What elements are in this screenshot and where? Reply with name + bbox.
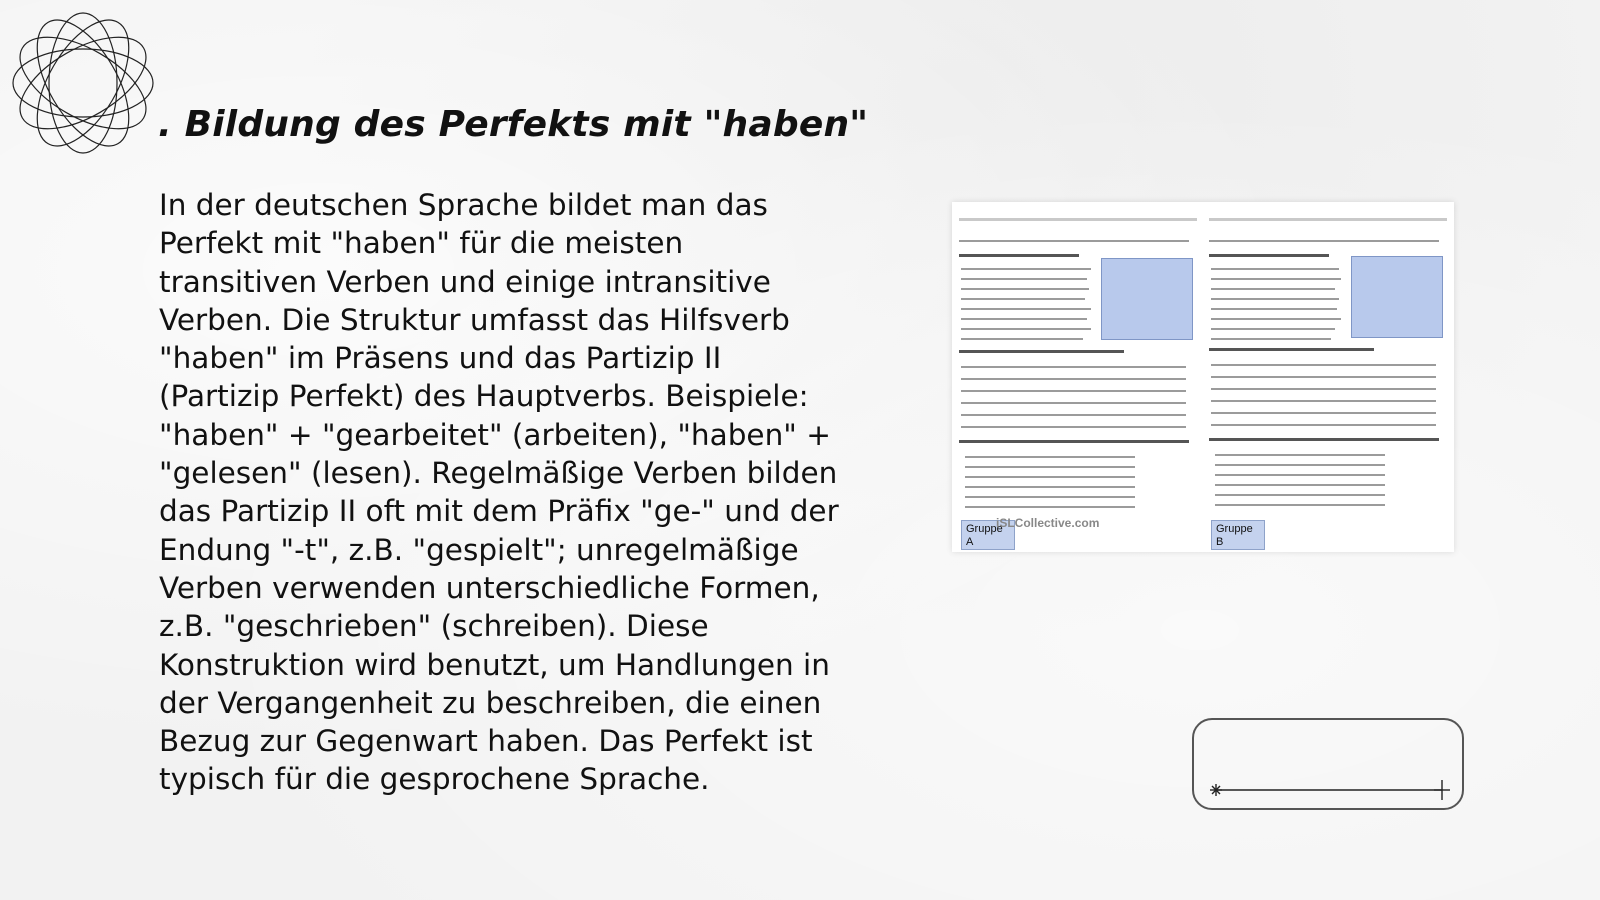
worksheet-line xyxy=(1209,240,1439,242)
worksheet-line xyxy=(1211,338,1331,340)
worksheet-watermark: iSLCollective.com xyxy=(996,516,1100,530)
worksheet-section-heading xyxy=(959,440,1189,443)
worksheet-line xyxy=(965,506,1135,508)
slider-line-icon xyxy=(1194,720,1466,812)
worksheet-line xyxy=(1211,288,1335,290)
worksheet-line xyxy=(961,390,1186,392)
worksheet-line xyxy=(1211,278,1341,280)
slide-body-text: In der deutschen Sprache bildet man das Perfekt mit "haben" für die meisten transitiven Verben und einige intransitive Verben. Die Struktur umfasst das Hilfsverb "haben" im Präsens und das Partizip II (Partizip Perfekt) des Hauptverbs. Beispiele: "haben" + "gearbeitet" (arbeiten), "haben" + "gelesen" (lesen). Regelmäßige Verben bilden das Partizip II oft mit dem Präfix "ge-" und der Endung "-t", z.B. "gespielt"; unregelmäßige Verben verwenden unterschiedliche Formen, z.B. "geschrieben" (schreiben). Diese Konstruktion wird benutzt, um Handlungen in der Vergangenheit zu beschreiben, die einen Bezug zur Gegenwart haben. Das Perfekt ist typisch für die gesprochene Sprache. xyxy=(159,188,839,797)
worksheet-line xyxy=(1215,454,1385,456)
worksheet-line xyxy=(1211,400,1436,402)
worksheet-line xyxy=(961,402,1186,404)
worksheet-line xyxy=(1215,484,1385,486)
sparkle-icon xyxy=(1210,784,1222,796)
worksheet-line xyxy=(965,466,1135,468)
worksheet-section-heading xyxy=(1209,438,1439,441)
worksheet-section-heading xyxy=(1209,254,1329,257)
worksheet-line xyxy=(961,414,1186,416)
worksheet-section-heading xyxy=(959,254,1079,257)
worksheet-line xyxy=(1215,464,1385,466)
worksheet-table-box xyxy=(1101,258,1193,340)
worksheet-line xyxy=(1211,364,1436,366)
worksheet-line xyxy=(1211,388,1436,390)
worksheet-line xyxy=(961,328,1091,330)
worksheet-page-b xyxy=(1205,202,1450,552)
worksheet-line xyxy=(1211,424,1436,426)
worksheet-line xyxy=(1215,474,1385,476)
worksheet-line xyxy=(1211,268,1339,270)
worksheet-section-heading xyxy=(1209,348,1374,351)
worksheet-line xyxy=(961,338,1083,340)
cross-icon xyxy=(1434,780,1450,800)
worksheet-header-line xyxy=(1209,218,1447,221)
worksheet-line xyxy=(1215,504,1385,506)
worksheet-image xyxy=(952,202,1454,552)
worksheet-section-heading xyxy=(959,350,1124,353)
worksheet-page-a xyxy=(955,202,1200,552)
decorative-slider-box xyxy=(1192,718,1464,810)
worksheet-group-a-label: Gruppe A xyxy=(961,520,1015,550)
worksheet-line xyxy=(961,378,1186,380)
worksheet-line xyxy=(1211,298,1339,300)
worksheet-line xyxy=(1211,376,1436,378)
worksheet-line xyxy=(961,318,1087,320)
worksheet-line xyxy=(961,366,1186,368)
slide-title: . Bildung des Perfekts mit "haben" xyxy=(158,104,869,145)
worksheet-line xyxy=(965,486,1135,488)
worksheet-line xyxy=(961,308,1091,310)
worksheet-line xyxy=(961,268,1091,270)
worksheet-line xyxy=(961,298,1085,300)
worksheet-line xyxy=(1211,308,1337,310)
worksheet-group-b-label: Gruppe B xyxy=(1211,520,1265,550)
worksheet-line xyxy=(1215,494,1385,496)
worksheet-line xyxy=(1211,328,1335,330)
worksheet-line xyxy=(1211,412,1436,414)
worksheet-line xyxy=(1211,318,1341,320)
worksheet-header-line xyxy=(959,218,1197,221)
circle-ornament-icon xyxy=(10,10,156,156)
worksheet-line xyxy=(961,288,1089,290)
worksheet-table-box xyxy=(1351,256,1443,338)
worksheet-line xyxy=(961,278,1087,280)
worksheet-line xyxy=(965,456,1135,458)
worksheet-line xyxy=(961,426,1186,428)
worksheet-line xyxy=(965,496,1135,498)
worksheet-line xyxy=(965,476,1135,478)
worksheet-line xyxy=(959,240,1189,242)
